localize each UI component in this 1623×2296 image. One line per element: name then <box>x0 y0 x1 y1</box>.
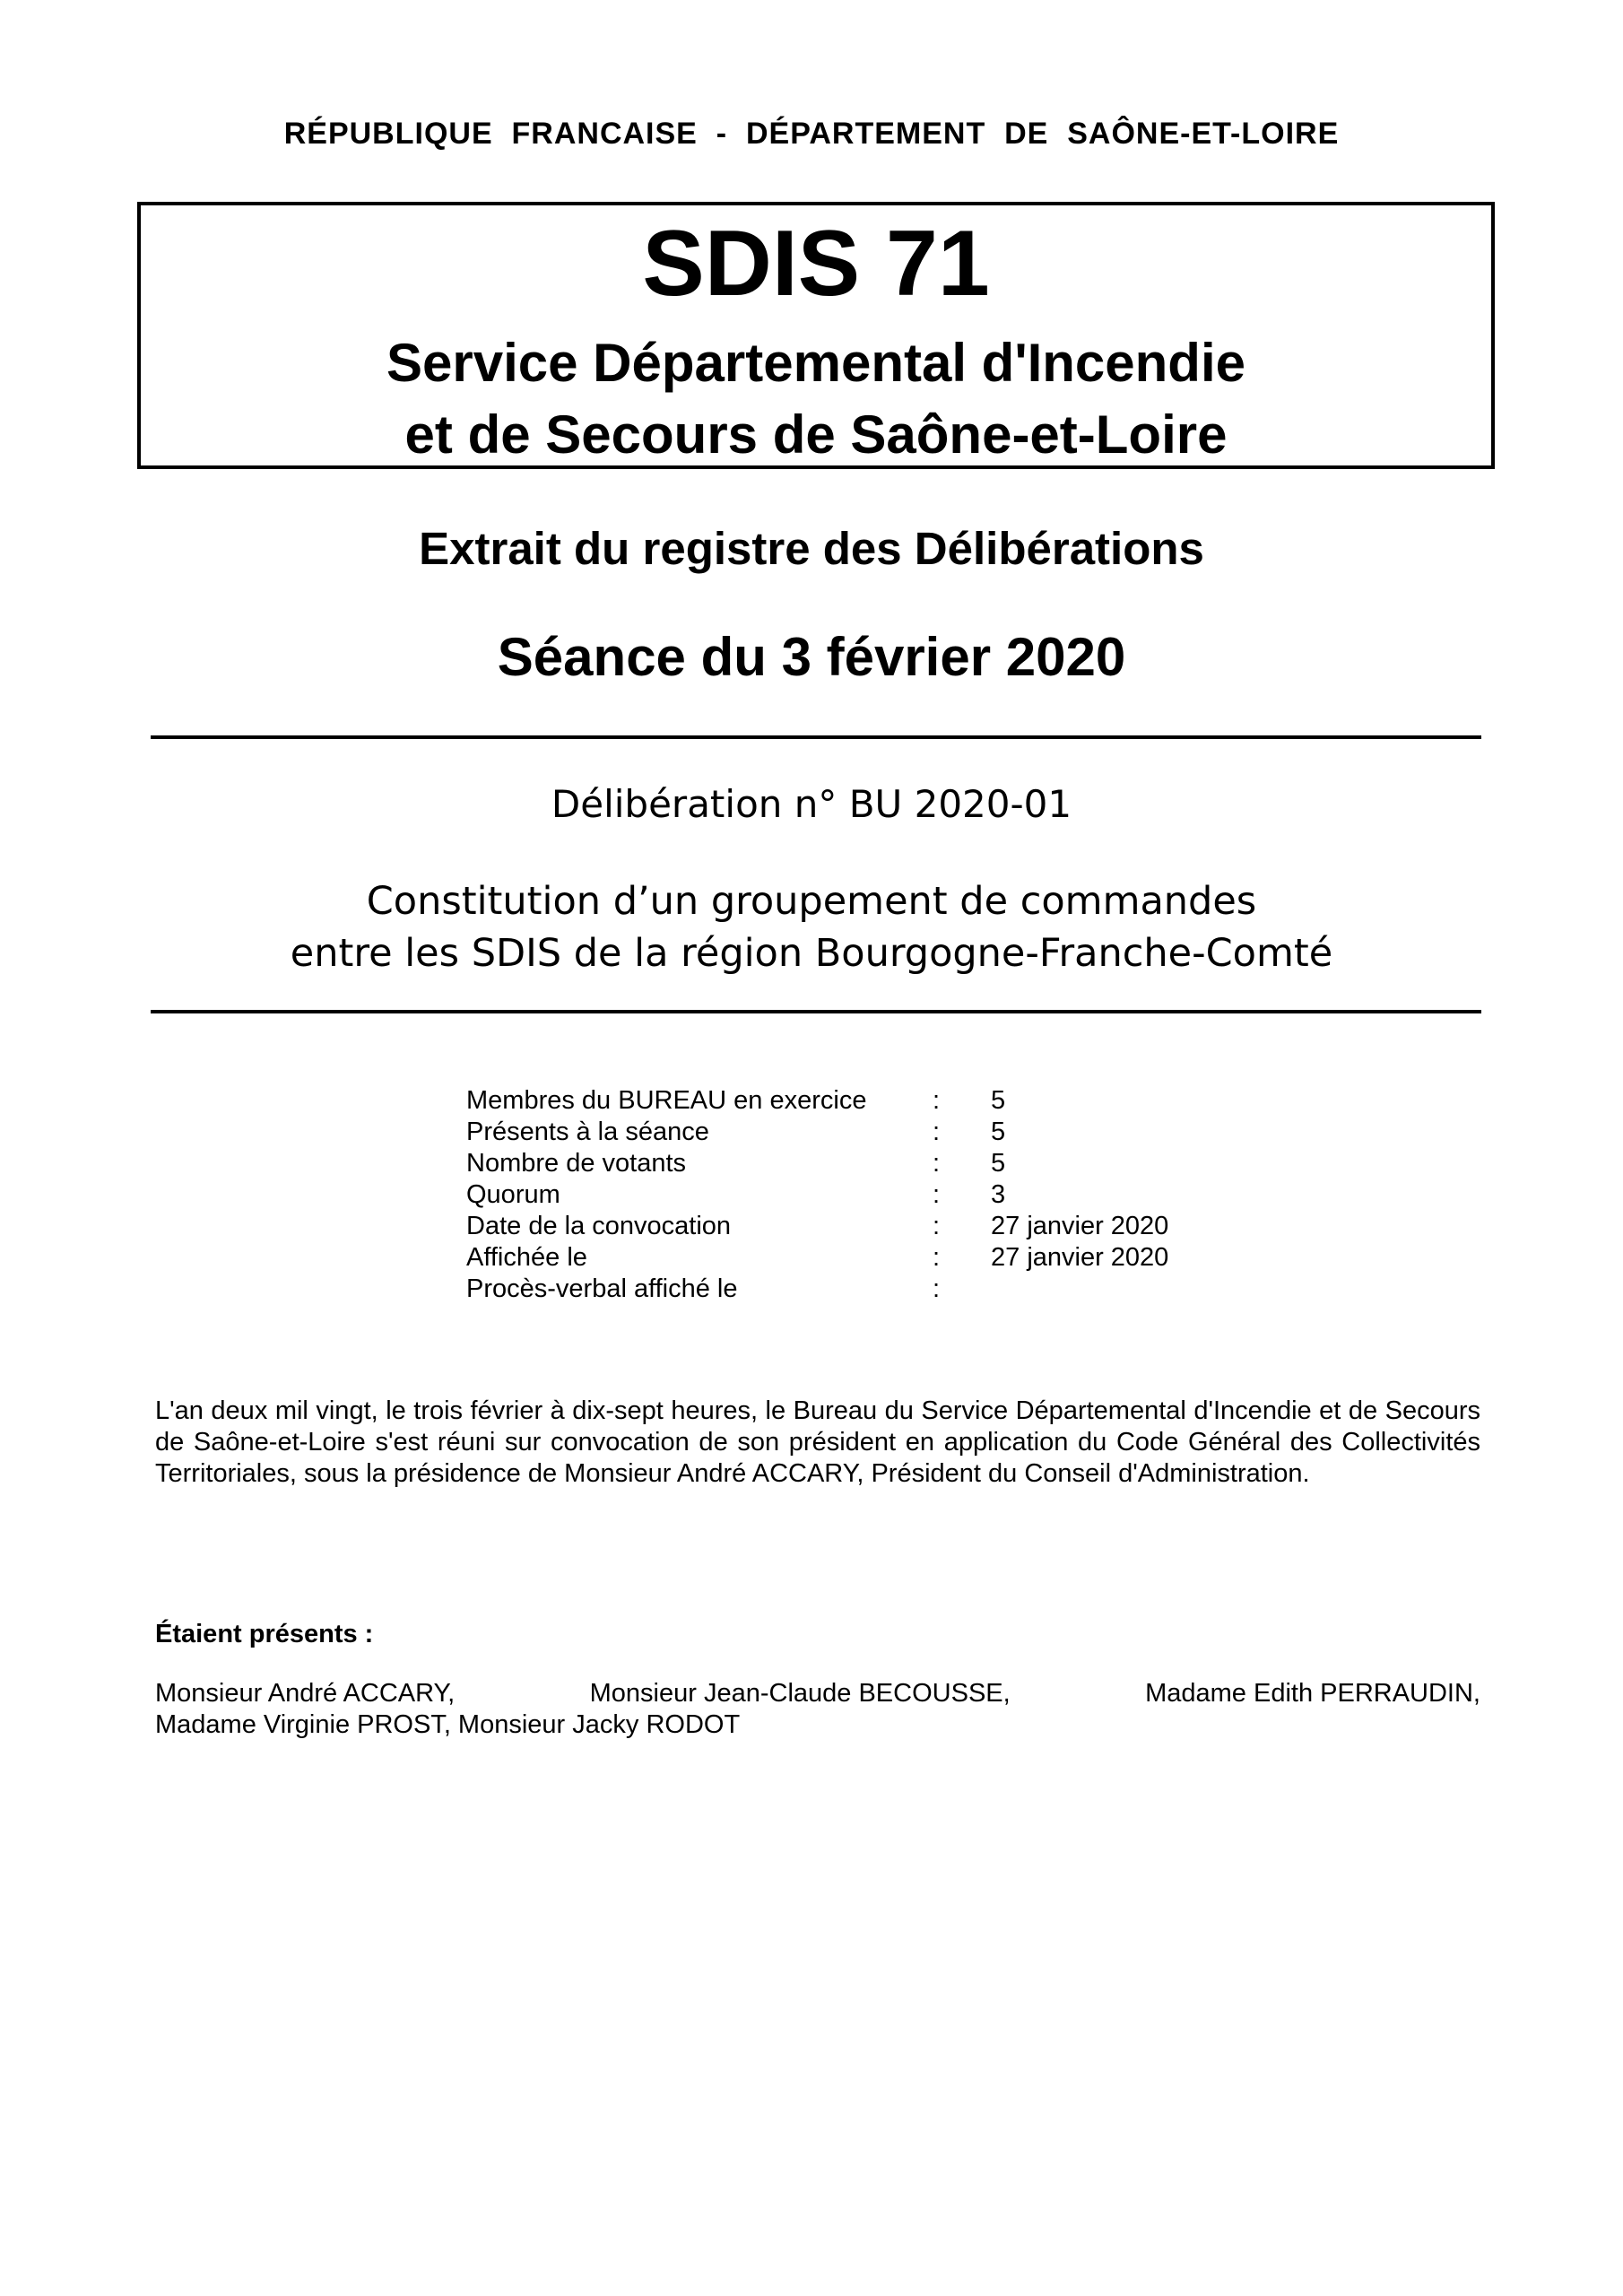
intro-paragraph: L'an deux mil vingt, le trois février à dix-sept heures, le Bureau du Service Départemental d'Incendie et de Secours de Saône-et-Loire s'est réuni sur convocation de son président en application du Code Général des Collectivités Territoriales, sous la présidence de Monsieur André ACCARY, Président du Conseil d'Administration. <box>155 1396 1480 1488</box>
present-member: Madame Edith PERRAUDIN, <box>1145 1679 1480 1708</box>
stat-label: Membres du BUREAU en exercice <box>466 1086 867 1115</box>
stat-separator: : <box>933 1086 941 1115</box>
stat-separator: : <box>933 1180 941 1209</box>
deliberation-number: Délibération n° BU 2020-01 <box>551 782 1072 826</box>
sdis-subtitle-line-2: et de Secours de Saône-et-Loire <box>404 404 1228 465</box>
title-box <box>137 202 1495 469</box>
stat-label: Procès-verbal affiché le <box>466 1274 738 1303</box>
stat-separator: : <box>933 1274 941 1303</box>
stat-label: Date de la convocation <box>466 1212 732 1240</box>
presents-line-2: Madame Virginie PROST, Monsieur Jacky RODOT <box>155 1710 741 1739</box>
stat-value: 5 <box>991 1086 1006 1115</box>
stat-label: Affichée le <box>466 1243 587 1272</box>
present-member: Monsieur Jean-Claude BECOUSSE, <box>589 1679 1011 1708</box>
stat-value: 3 <box>991 1180 1006 1209</box>
stat-separator: : <box>933 1212 941 1240</box>
table-row <box>466 1211 1215 1242</box>
republique-header: RÉPUBLIQUE FRANCAISE - DÉPARTEMENT DE SAÔNE-ET-LOIRE <box>283 117 1340 151</box>
extrait-heading: Extrait du registre des Délibérations <box>419 523 1204 574</box>
table-row <box>466 1179 1215 1211</box>
presents-line-1 <box>155 1678 1480 1709</box>
deliberation-subject-line-1: Constitution d’un groupement de commandes <box>366 879 1257 924</box>
sdis-title: SDIS 71 <box>642 212 990 316</box>
sdis-subtitle-line-1: Service Départemental d'Incendie <box>386 333 1245 393</box>
table-row <box>466 1274 1215 1305</box>
stat-label: Quorum <box>466 1180 560 1209</box>
stat-value: 5 <box>991 1118 1006 1146</box>
present-member: Monsieur André ACCARY, <box>155 1679 456 1708</box>
deliberation-subject <box>0 875 1623 979</box>
presents-list <box>155 1678 1480 1741</box>
table-row <box>466 1242 1215 1274</box>
stat-value: 27 janvier 2020 <box>991 1243 1169 1272</box>
seance-heading: Séance du 3 février 2020 <box>497 627 1126 687</box>
stat-label: Nombre de votants <box>466 1149 687 1178</box>
stat-separator: : <box>933 1243 941 1272</box>
stat-value <box>991 1274 1215 1305</box>
table-row <box>466 1117 1215 1148</box>
table-row <box>466 1085 1215 1117</box>
stat-separator: : <box>933 1118 941 1146</box>
stat-label: Présents à la séance <box>466 1118 709 1146</box>
sdis-subtitle <box>141 327 1491 471</box>
divider-bottom <box>151 1010 1481 1013</box>
deliberation-subject-line-2: entre les SDIS de la région Bourgogne-Franche-Comté <box>290 931 1333 976</box>
stat-separator: : <box>933 1149 941 1178</box>
presents-heading: Étaient présents : <box>155 1620 374 1648</box>
table-row <box>466 1148 1215 1179</box>
stat-value: 27 janvier 2020 <box>991 1212 1169 1240</box>
divider-top <box>151 735 1481 739</box>
session-stats-table <box>466 1085 1215 1305</box>
stat-value: 5 <box>991 1149 1006 1178</box>
